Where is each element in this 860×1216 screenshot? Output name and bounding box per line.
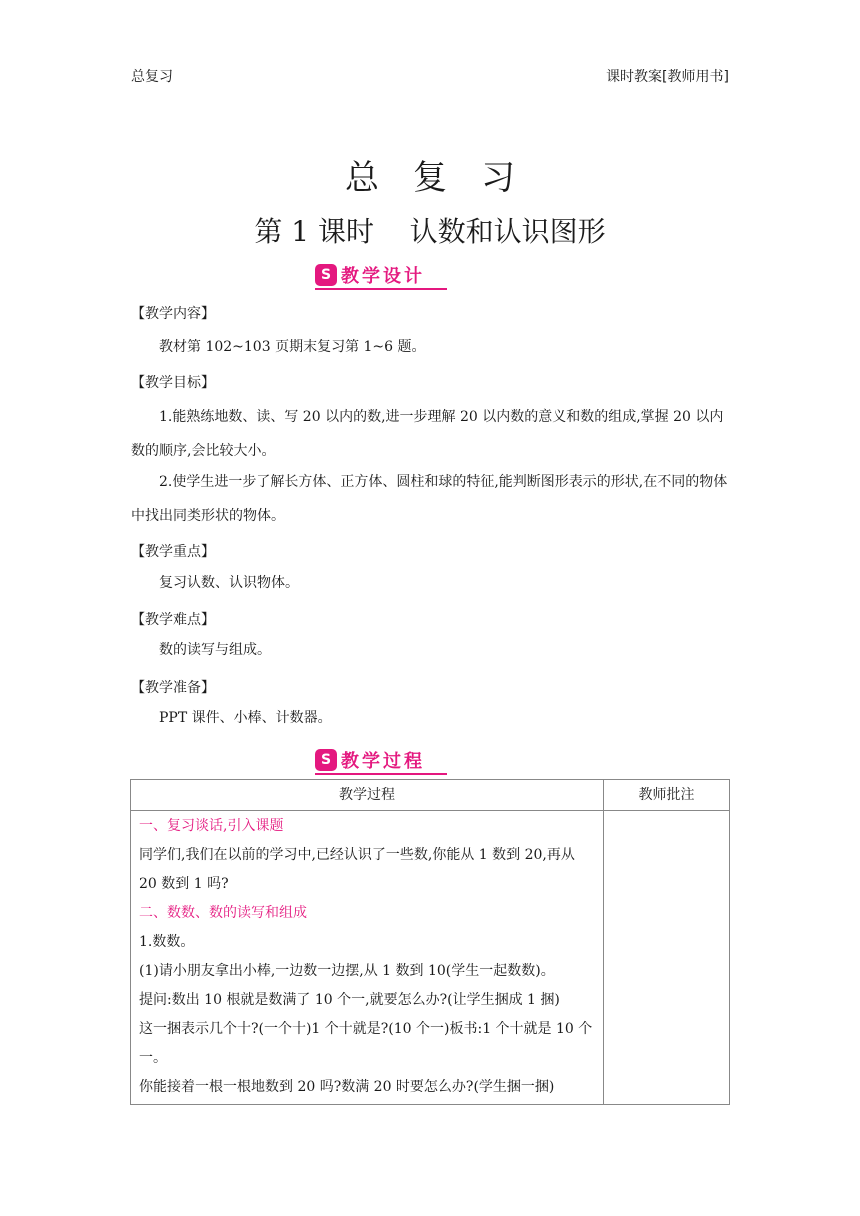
table-header-notes: 教师批注 <box>638 787 695 803</box>
banner-label: 教学过程 <box>341 751 425 772</box>
lesson-subtitle: 第 1 课时 认数和认识图形 <box>254 215 606 248</box>
process-table <box>130 779 730 1105</box>
difficulty-text: 数的读写与组成。 <box>159 642 271 658</box>
prep-text: PPT 课件、小棒、计数器。 <box>159 710 332 726</box>
banner-underline <box>315 773 447 775</box>
section-label-key: 【教学重点】 <box>131 544 215 560</box>
table-process-cell <box>139 812 597 1102</box>
key-text: 复习认数、认识物体。 <box>159 575 299 591</box>
teaching-process-banner <box>315 745 425 775</box>
table-divider <box>603 780 604 1104</box>
process-heading-1: 一、复习谈话,引入课题 <box>139 818 284 834</box>
s-logo-icon: S <box>315 749 337 771</box>
process-line: 同学们,我们在以前的学习中,已经认识了一些数,你能从 1 数到 20,再从 20 数到 1 吗? <box>139 847 575 892</box>
banner-label: 教学设计 <box>341 266 425 287</box>
goal-2: 2.使学生进一步了解长方体、正方体、圆柱和球的特征,能判断图形表示的形状,在不同的物体中找出同类形状的物体。 <box>131 474 728 524</box>
process-heading-2: 二、数数、数的读写和组成 <box>139 905 307 921</box>
section-label-difficulty: 【教学难点】 <box>131 612 215 628</box>
process-line: 1.数数。 <box>139 934 195 950</box>
section-label-goals: 【教学目标】 <box>131 375 215 391</box>
content-text: 教材第 102~103 页期末复习第 1~6 题。 <box>159 339 426 355</box>
section-label-content: 【教学内容】 <box>131 306 215 322</box>
page-title: 总复习 <box>345 158 549 198</box>
s-logo-icon: S <box>315 264 337 286</box>
table-header-process: 教学过程 <box>339 787 395 803</box>
goal-1: 1.能熟练地数、读、写 20 以内的数,进一步理解 20 以内数的意义和数的组成,掌握 20 以内数的顺序,会比较大小。 <box>131 409 724 459</box>
process-line: 这一捆表示几个十?(一个十)1 个十就是?(10 个一)板书:1 个十就是 10 个一。 <box>139 1021 593 1066</box>
process-line: 提问:数出 10 根就是数满了 10 个一,就要怎么办?(让学生捆成 1 捆) <box>139 992 560 1008</box>
running-header-left: 总复习 <box>131 69 173 85</box>
teaching-design-banner <box>315 260 425 290</box>
process-line: (1)请小朋友拿出小棒,一边数一边摆,从 1 数到 10(学生一起数数)。 <box>139 963 555 979</box>
section-label-prep: 【教学准备】 <box>131 680 215 696</box>
table-header-rule <box>131 810 729 811</box>
running-header-right: 课时教案[教师用书] <box>606 69 729 85</box>
banner-underline <box>315 288 447 290</box>
process-line: 你能接着一根一根地数到 20 吗?数满 20 时要怎么办?(学生捆一捆) <box>139 1079 555 1095</box>
